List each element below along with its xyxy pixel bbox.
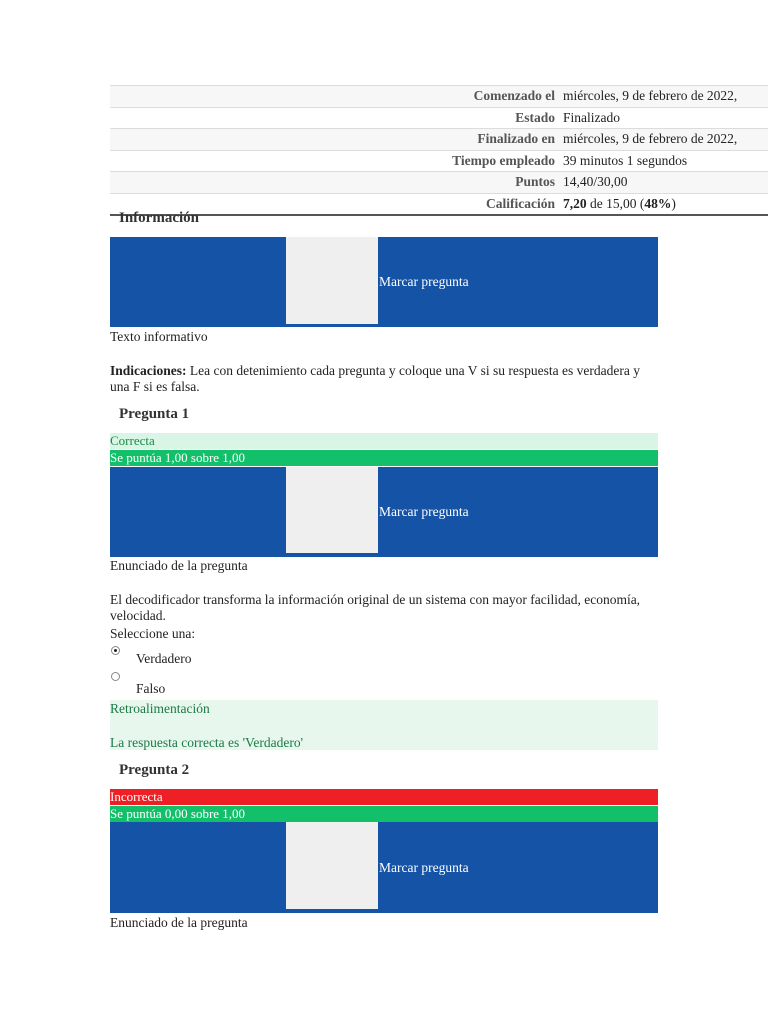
question-1-grade: Se puntúa 1,00 sobre 1,00 [110,450,658,466]
question-1-title: Pregunta 1 [119,406,190,422]
summary-row-points [110,172,768,194]
summary-value: miércoles, 9 de febrero de 2022, [563,88,738,104]
indications-text: Lea con detenimiento cada pregunta y coloque una V si su respuesta es verdadera y una F si es falsa. [110,363,640,394]
summary-label: Comenzado el [473,88,555,104]
feedback-title: Retroalimentación [110,701,210,716]
summary-row-started [110,86,768,108]
question-1-bar [110,467,658,557]
summary-label: Puntos [515,174,555,190]
option-true-label[interactable]: Verdadero [136,651,192,666]
grade-close: ) [671,195,676,211]
summary-value: 14,40/30,00 [563,174,628,190]
question-1-status: Correcta [110,433,658,449]
summary-label: Estado [515,109,555,125]
question-2-statement-label: Enunciado de la pregunta [110,915,248,930]
option-false-radio[interactable] [111,672,120,681]
summary-row-state [110,107,768,129]
grade-percent: 48% [644,195,672,211]
question-1-statement-label: Enunciado de la pregunta [110,558,248,573]
question-1-prompt: Seleccione una: [110,626,196,641]
question-1-text: El decodificador transforma la información original de un sistema con mayor facilidad, economía, velocidad. [110,592,641,623]
question-number-box [286,822,378,909]
flag-question-link[interactable]: Marcar pregunta [379,274,469,289]
summary-value: 39 minutos 1 segundos [563,152,688,168]
question-2-grade: Se puntúa 0,00 sobre 1,00 [110,806,658,822]
grade-value [563,193,768,215]
indications-label: Indicaciones: [110,363,187,378]
question-number-box [286,237,378,324]
question-2-title: Pregunta 2 [119,762,190,778]
summary-row-time [110,150,768,172]
flag-question-link[interactable]: Marcar pregunta [379,860,469,875]
summary-label: Tiempo empleado [452,152,555,168]
indications-paragraph [110,363,658,395]
question-2-bar [110,822,658,913]
summary-label: Finalizado en [477,131,555,147]
info-question-bar [110,237,658,327]
option-false-label[interactable]: Falso [136,681,166,696]
flag-question-link[interactable]: Marcar pregunta [379,504,469,519]
question-1-feedback [110,700,658,750]
summary-row-finished [110,129,768,151]
question-2-status: Incorrecta [110,789,658,805]
summary-value: miércoles, 9 de febrero de 2022, [563,131,738,147]
option-true-radio[interactable] [111,646,120,655]
grade-score: 7,20 [563,195,587,211]
attempt-summary-table [110,85,768,216]
grade-of: de 15,00 ( [586,195,645,211]
summary-value: Finalizado [563,109,620,125]
summary-label: Calificación [486,195,555,211]
question-number-box [286,467,378,553]
info-type-label: Texto informativo [110,329,208,344]
info-title: Información [119,210,199,226]
feedback-text: La respuesta correcta es 'Verdadero' [110,735,304,750]
summary-row-grade [110,193,768,215]
